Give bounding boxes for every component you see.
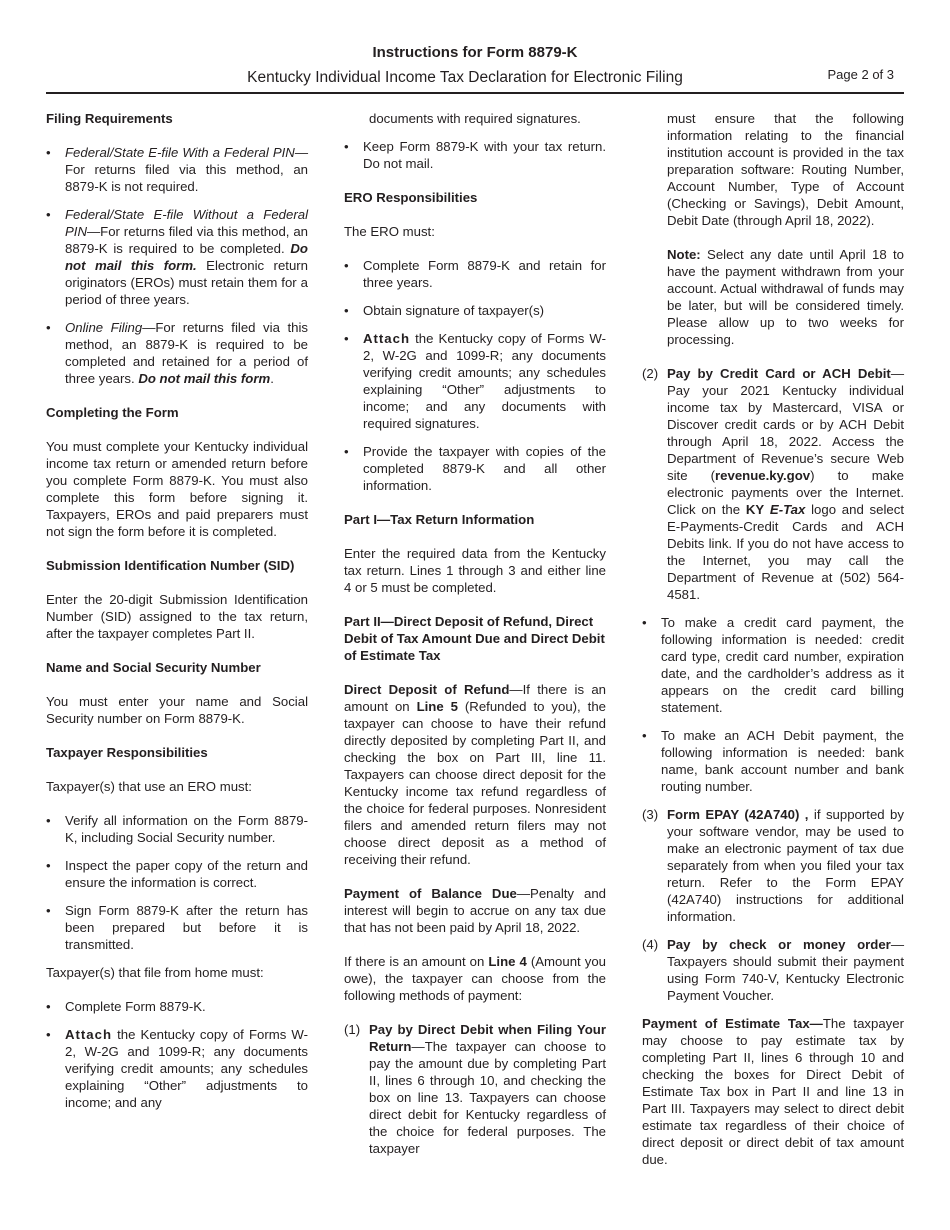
credit-card-info-item: • To make a credit card payment, the following information is needed: credit card type, credit card number, expiration date, and the cardholder’s address as it appears on the credit card billing statement. [642, 614, 904, 716]
name-ssn-text: You must enter your name and Social Security number on Form 8879-K. [46, 694, 308, 726]
ero-item-complete: • Complete Form 8879-K and retain for three years. [344, 257, 606, 291]
sid-heading: Submission Identification Number (SID) [46, 558, 295, 573]
taxpayer-ero-intro: Taxpayer(s) that use an ERO must: [46, 779, 252, 794]
method-4-check: (4) Pay by check or money order—Taxpayers should submit their payment using Form 740-V, Kentucky Electronic Payment Voucher. [642, 937, 904, 1003]
filing-item-with-pin: • Federal/State E-file With a Federal PIN—For returns filed via this method, an 8879-K is not required. [46, 144, 308, 195]
home-item-complete: • Complete Form 8879-K. [46, 998, 308, 1015]
balance-due-text: Payment of Balance Due—Penalty and interest will begin to accrue on any tax due that has not been paid by April 18, 2022. [344, 886, 606, 935]
filing-item-without-pin: • Federal/State E-file Without a Federal PIN—For returns filed via this method, an 8879-K is required to be completed. Do not mail this form. Electronic return originators (EROs) must retain them for a period of three years. [46, 206, 308, 308]
part1-text: Enter the required data from the Kentucky tax return. Lines 1 through 3 and either line 4 or 5 must be completed. [344, 546, 606, 595]
part2-heading: Part II—Direct Deposit of Refund, Direct Debit of Tax Amount Due and Direct Debit of Estimate Tax [344, 614, 605, 663]
page-number: Page 2 of 3 [827, 67, 894, 82]
filing-item-online: • Online Filing—For returns filed via this method, an 8879-K is required to be completed and retained for a period of three years. Do not mail this form. [46, 319, 308, 387]
column-3 [642, 110, 904, 1185]
column-2 [344, 110, 606, 1168]
taxpayer-item-sign: • Sign Form 8879-K after the return has been prepared but before it is transmitted. [46, 902, 308, 953]
method-1-direct-debit: (1) Pay by Direct Debit when Filing Your Return—The taxpayer can choose to pay the amount due by completing Part II, lines 6 through 10, and checking the box on line 13. Taxpayers can choose direct debit for Kentucky regardless of the choice for federal purposes. The taxpayer [344, 1022, 606, 1156]
part1-heading: Part I—Tax Return Information [344, 512, 535, 527]
ero-item-signature: • Obtain signature of taxpayer(s) [344, 302, 606, 319]
keep-form-item: • Keep Form 8879-K with your tax return. Do not mail. [344, 138, 606, 172]
ero-intro: The ERO must: [344, 224, 435, 239]
attach-continued: documents with required signatures. [369, 111, 581, 126]
sid-text: Enter the 20-digit Submission Identification Number (SID) assigned to the tax return, after the taxpayer completes Part II. [46, 592, 308, 641]
method-3-epay: (3) Form EPAY (42A740) , if supported by your software vendor, may be used to make an electronic payment of tax due separately from when you filed your tax return. Refer to the Form EPAY (42A740) instructions for additional information. [642, 807, 904, 924]
direct-debit-continued: must ensure that the following information relating to the financial institution account is provided in the tax preparation software: Routing Number, Account Number, Type of Account (Checking or Savings), Debit Amount, Debit Date (through April 18, 2022). [667, 111, 904, 228]
ach-info-item: • To make an ACH Debit payment, the following information is needed: bank name, bank account number and bank routing number. [642, 727, 904, 795]
method-2-credit-card: (2) Pay by Credit Card or ACH Debit—Pay your 2021 Kentucky individual income tax by Mastercard, VISA or Discover credit cards or by ACH Debit through April 18, 2022. Access the Department of Revenue’s secure Web site (revenue.ky.gov) to make electronic payments over the Internet. Click on the KY E-Tax logo and select E-Payments-Credit Cards and ACH Debits link. If you do not have access to the Internet, you may call the Department of Revenue at (502) 564-4581. [642, 366, 904, 602]
taxpayer-item-inspect: • Inspect the paper copy of the return and ensure the information is correct. [46, 857, 308, 891]
form-title: Instructions for Form 8879-K [372, 44, 578, 61]
ero-responsibilities-heading: ERO Responsibilities [344, 190, 478, 205]
filing-requirements-heading: Filing Requirements [46, 111, 173, 126]
direct-deposit-text: Direct Deposit of Refund—If there is an amount on Line 5 (Refunded to you), the taxpayer can choose to have their refund directly deposited by completing Part II, and checking the box on Part III, line 11. Taxpayers can choose direct deposit for the Kentucky income tax refund regardless of the choice for federal purposes. Nonresident filers and amended return filers may not choose direct deposit as a method of receiving their refund. [344, 682, 607, 867]
form-subtitle: Kentucky Individual Income Tax Declaration for Electronic Filing [247, 69, 683, 86]
completing-form-text: You must complete your Kentucky individual income tax return or amended return before you complete Form 8879-K. You must also complete this form before signing it. Taxpayers, EROs and paid preparers must not sign the form before it is completed. [46, 439, 308, 539]
ero-item-provide: • Provide the taxpayer with copies of the completed 8879-K and all other information. [344, 443, 606, 494]
completing-form-heading: Completing the Form [46, 405, 179, 420]
taxpayer-home-intro: Taxpayer(s) that file from home must: [46, 965, 264, 980]
note-text: Note: Select any date until April 18 to have the payment withdrawn from your account. Actual withdrawal of funds may be later, but will be considered timely. Please allow up to two weeks for processing. [667, 247, 904, 347]
home-item-attach: • Attach the Kentucky copy of Forms W-2, W-2G and 1099-R; any documents verifying credit amounts; any schedules explaining “Other” adjustments to income; and any [46, 1026, 308, 1111]
name-ssn-heading: Name and Social Security Number [46, 660, 261, 675]
header-rule [46, 92, 904, 94]
column-1 [46, 110, 308, 1122]
taxpayer-item-verify: • Verify all information on the Form 8879-K, including Social Security number. [46, 812, 308, 846]
line4-text: If there is an amount on Line 4 (Amount you owe), the taxpayer can choose from the following methods of payment: [344, 954, 606, 1003]
estimate-tax-text: Payment of Estimate Tax—The taxpayer may choose to pay estimate tax by completing Part II, lines 6 through 10 and checking the boxes for Direct Debit of Estimate Tax box in Part II and line 13 in Part III. Taxpayers may select to direct debit estimate tax regardless of their choice of direct deposit or direct debit of tax amount due. [642, 1016, 904, 1167]
taxpayer-responsibilities-heading: Taxpayer Responsibilities [46, 745, 208, 760]
ero-item-attach: • Attach the Kentucky copy of Forms W-2, W-2G and 1099-R; any documents verifying credit amounts; any schedules explaining “Other” adjustments to income; and any documents with required signatures. [344, 330, 606, 432]
